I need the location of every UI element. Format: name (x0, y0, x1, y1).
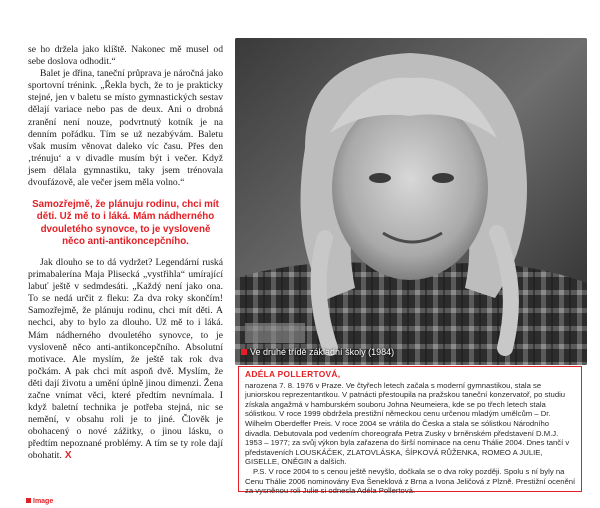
photo-caption-text: Ve druhé třídě základní školy (1984) (250, 347, 395, 357)
magazine-logo (26, 498, 53, 505)
article-end-mark: X (64, 450, 72, 462)
bio-text: narozena 7. 8. 1976 v Praze. Ve čtyřech letech začala s moderní gymnastikou, stala se juniorskou reprezentantkou. V patnácti přestoupila na pražskou taneční konzervatoř, po studiu získala angažmá v hamburském souboru Johna Neumeiera, kde se po třech letech stala sólistkou. V roce 1999 obdržela prestižní německou cenu určenou mladým umělcům – Dr. Wilhelm Oberdeffer Preis. V roce 2004 se vrátila do Česka a stala se sólistkou Národního divadla. Debutovala pod vedením choreografa Petra Zusky v brněnském představení D.M.J. 1953 – 1977; za svůj výkon byla zařazena do širší nominace na cenu Thálie 2004. Dnes tančí v představeních LOUSKÁČEK, ZLATOVLÁSKA, ŠÍPKOVÁ RŮŽENKA, ROMEO A JULIE, GISELLE, ONĚGIN a dalších. (245, 380, 570, 467)
article-paragraph-3-text: Jak dlouho se to dá vydržet? Legendární ruská primabalerína Maja Plisecká „vystřihla“ umírající labuť ještě v sedmdesáti. „Každý není jako ona. To se nedá určit z fleku: Za dva roky skončím! Samozřejmě, že plánuju rodinu, chci mít děti. A nechci, aby to bylo za dlouho. Už mě to i láká. Mám nádherného dvouletého synovce, to je vysloveně něco anti-antikoncepčního. Absolutní motivace. Ale myslím, že ještě tak rok dva počkám. A pak chci mít aspoň dvě. Myslím, že děti dají životu a umění úplně jinou dimenzi. Žena začne vnímat věci, které předtím nevnímala. I když baletní technika je potřeba stejná, nic se nemění, v obsahu roli je to jiné. Člověk je obohacený o nové zážitky, o jinou lásku, o předtím nepoznané problémy. A tím se ty role dají obohatit. (28, 256, 223, 462)
pull-quote: Samozřejmě, že plánuju rodinu, chci mít děti. Už mě to i láká. Mám nádherného dvouletého synovce, to je vysloveně něco anti-antikoncepčního. (32, 199, 219, 247)
caption-square-icon (241, 349, 247, 355)
bio-ps: P.S. V roce 2004 to s cenou ještě nevyšlo, dočkala se o dva roky později. Spolu s ní byly na Cenu Thálie 2006 nominovány Eva Šeneklová z Brna a Ivona Jeličová z Plzně. Prestižní ocenění za vysněnou roli Julie si odnesla Adéla Pollertová. (245, 466, 576, 496)
photo-illustration (235, 38, 587, 365)
photo-caption (241, 347, 394, 357)
article-paragraph-1: se ho držela jako klíště. Nakonec mě musel od sebe doslova odhodit.“ (28, 44, 223, 68)
article-paragraph-3 (28, 257, 223, 463)
bio-name: ADÉLA POLLERTOVÁ, (245, 369, 341, 379)
bio-box (238, 366, 582, 496)
article-paragraph-2: Balet je dřina, taneční průprava je náročná jako sportovní trénink. „Řekla bych, že to je prakticky stejné, jen v baletu se místo gymnastických sestav dělají variace nebo pas de deux. Ani o drobná zranění není nouze, podvrtnutý kotník je na denním pořádku. Tím se už nezabývám. Baletu však musím věnovat daleko víc času. Přes den ‚trénuju‘ a v divadle musím být i večer. Když jsem dělala gymnastiku, taky jsem trénovala dvoufázově, ale večer jsem měla volno.“ (28, 68, 223, 189)
magazine-logo-text: Image (33, 498, 54, 505)
logo-square-icon (26, 498, 31, 503)
childhood-photo (235, 38, 587, 365)
article-column (28, 44, 223, 463)
